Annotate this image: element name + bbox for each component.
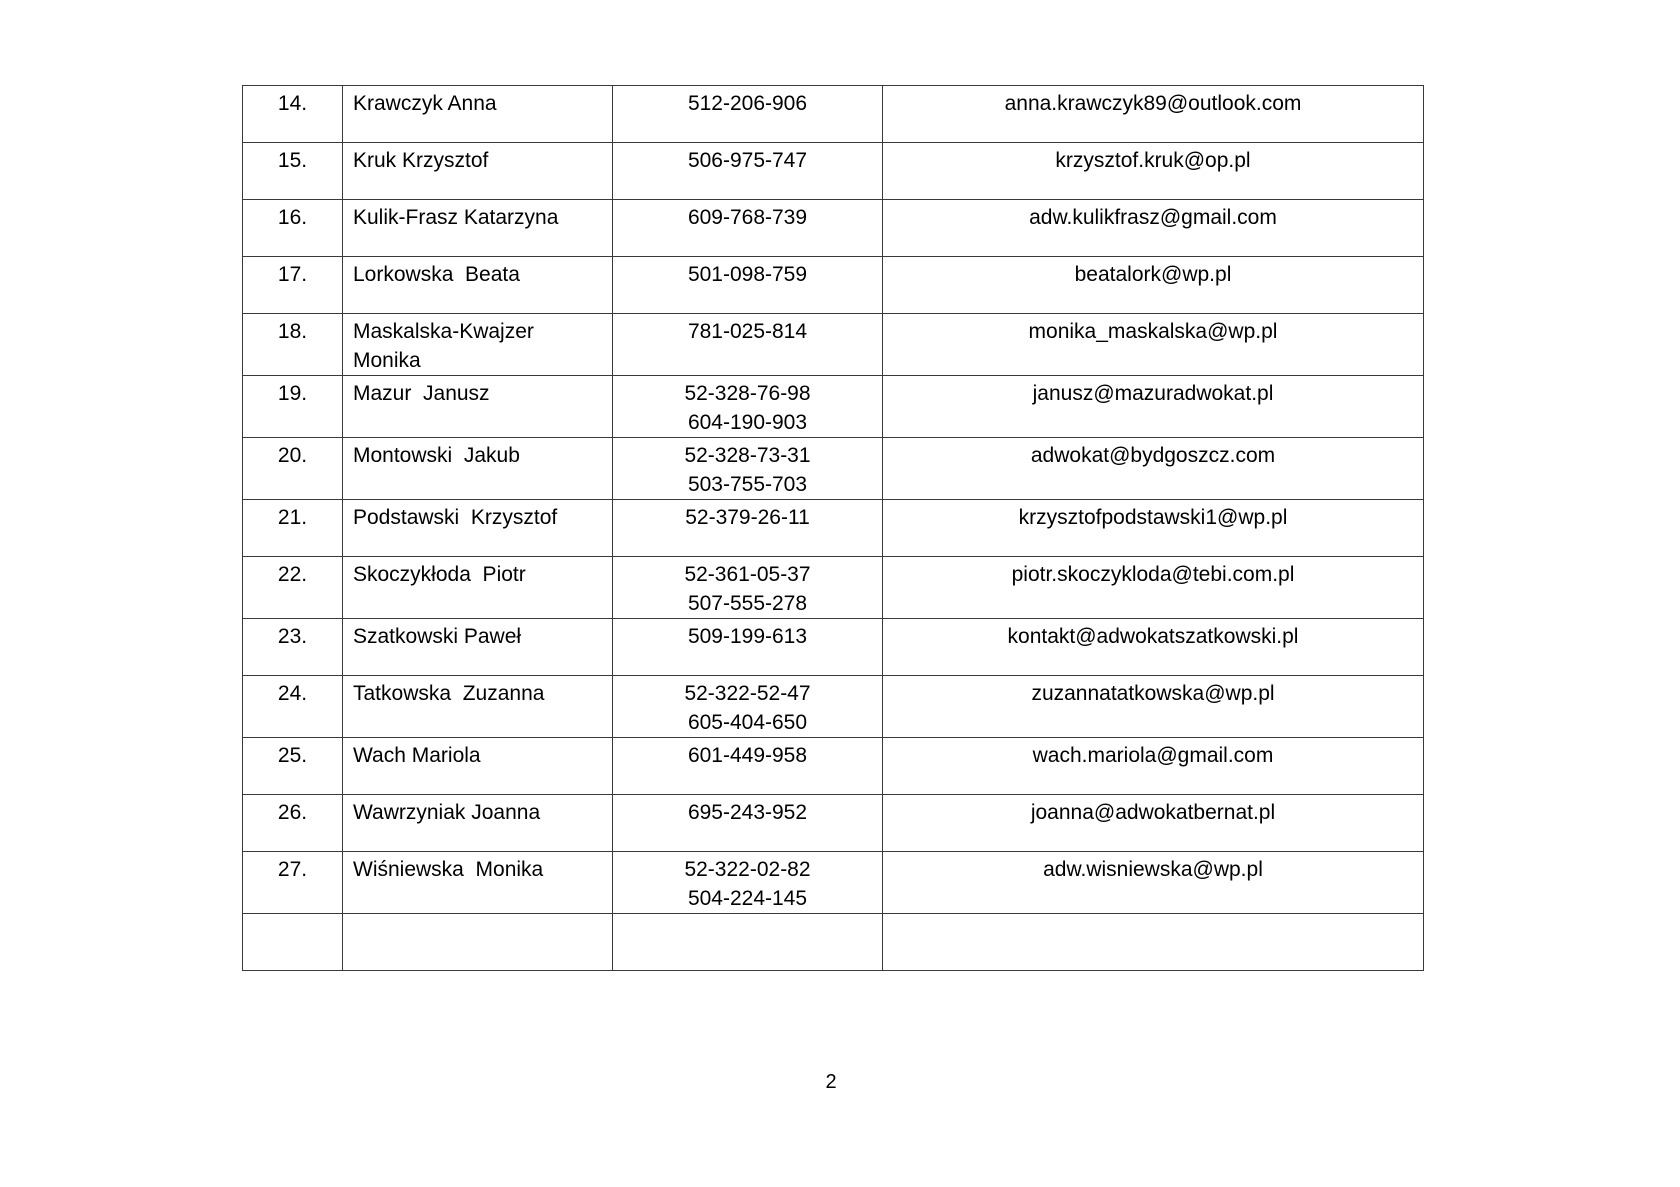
lawyer-name: Wawrzyniak Joanna [353,801,541,824]
lawyer-name: Podstawski Krzysztof [353,506,558,529]
phone-cell [613,914,883,971]
row-number-cell: 25. [243,738,343,795]
lawyer-name: Maskalska-Kwajzer Monika [353,320,540,372]
email-cell [883,914,1424,971]
phone-number: 512-206-906 [687,92,808,115]
row-number-cell: 24. [243,676,343,738]
contacts-table-body [243,86,1424,971]
lawyer-name: Szatkowski Paweł [353,625,522,648]
phone-cell [613,257,883,314]
table-row [243,257,1424,314]
row-number-cell: 17. [243,257,343,314]
phone-cell [613,852,883,914]
table-row [243,86,1424,143]
name-cell [343,500,613,557]
name-cell [343,557,613,619]
table-row [243,376,1424,438]
name-cell [343,438,613,500]
name-cell [343,795,613,852]
phone-number: 501-098-759 [687,263,808,286]
phone-cell [613,676,883,738]
phone-number: 781-025-814 [687,320,808,343]
name-cell [343,852,613,914]
phone-cell [613,557,883,619]
name-cell [343,676,613,738]
phone-number: 52-322-02-82 [684,858,811,881]
table-row [243,500,1424,557]
phone-cell [613,376,883,438]
table-row [243,314,1424,376]
email-cell: adw.kulikfrasz@gmail.com [883,200,1424,257]
phone-cell [613,200,883,257]
email-cell: monika_maskalska@wp.pl [883,314,1424,376]
phone-number: 52-322-52-47 [684,682,811,705]
name-cell [343,314,613,376]
email-cell: piotr.skoczykloda@tebi.com.pl [883,557,1424,619]
phone-number: 52-379-26-11 [685,506,810,529]
email-cell: janusz@mazuradwokat.pl [883,376,1424,438]
name-cell [343,619,613,676]
row-number-cell: 26. [243,795,343,852]
email-cell: joanna@adwokatbernat.pl [883,795,1424,852]
table-row [243,619,1424,676]
email-cell: anna.krawczyk89@outlook.com [883,86,1424,143]
table-row [243,557,1424,619]
phone-cell [613,738,883,795]
phone-number: 504-224-145 [687,887,808,910]
phone-cell [613,314,883,376]
phone-number: 509-199-613 [687,625,808,648]
table-row [243,676,1424,738]
table-row [243,914,1424,971]
phone-number: 609-768-739 [687,206,808,229]
row-number-cell [243,914,343,971]
phone-number: 695-243-952 [687,801,808,824]
email-cell: wach.mariola@gmail.com [883,738,1424,795]
lawyer-name: Wiśniewska Monika [353,858,544,881]
phone-number: 601-449-958 [687,744,808,767]
contacts-table [242,85,1424,971]
table-row [243,738,1424,795]
lawyer-name: Kulik-Frasz Katarzyna [353,206,559,229]
row-number-cell: 14. [243,86,343,143]
row-number-cell: 19. [243,376,343,438]
lawyer-name: Wach Mariola [353,744,481,767]
email-cell: zuzannatatkowska@wp.pl [883,676,1424,738]
lawyer-name: Mazur Janusz [353,382,490,405]
name-cell [343,376,613,438]
phone-cell [613,500,883,557]
lawyer-name: Skoczykłoda Piotr [353,563,526,586]
phone-number: 52-328-76-98 [684,382,811,405]
row-number-cell: 27. [243,852,343,914]
lawyer-name: Krawczyk Anna [353,92,497,115]
name-cell [343,914,613,971]
email-cell: adwokat@bydgoszcz.com [883,438,1424,500]
phone-number: 503-755-703 [687,473,808,496]
phone-number: 604-190-903 [687,411,808,434]
name-cell [343,200,613,257]
phone-number: 605-404-650 [687,711,808,734]
lawyer-name: Kruk Krzysztof [353,149,489,172]
email-cell: krzysztof.kruk@op.pl [883,143,1424,200]
email-cell: krzysztofpodstawski1@wp.pl [883,500,1424,557]
row-number-cell: 15. [243,143,343,200]
lawyer-name: Montowski Jakub [353,444,520,467]
phone-cell [613,143,883,200]
email-cell: kontakt@adwokatszatkowski.pl [883,619,1424,676]
phone-number: 506-975-747 [687,149,808,172]
row-number-cell: 21. [243,500,343,557]
phone-cell [613,619,883,676]
name-cell [343,257,613,314]
phone-number: 507-555-278 [687,592,808,615]
page-number: 2 [825,1071,837,1093]
name-cell [343,738,613,795]
row-number-cell: 18. [243,314,343,376]
email-cell: beatalork@wp.pl [883,257,1424,314]
row-number-cell: 16. [243,200,343,257]
lawyer-name: Lorkowska Beata [353,263,520,286]
table-row [243,795,1424,852]
table-row [243,852,1424,914]
row-number-cell: 22. [243,557,343,619]
row-number-cell: 20. [243,438,343,500]
phone-number: 52-328-73-31 [684,444,811,467]
phone-number: 52-361-05-37 [684,563,811,586]
phone-cell [613,795,883,852]
email-cell: adw.wisniewska@wp.pl [883,852,1424,914]
table-row [243,438,1424,500]
lawyer-name: Tatkowska Zuzanna [353,682,545,705]
table-row [243,200,1424,257]
table-row [243,143,1424,200]
row-number-cell: 23. [243,619,343,676]
name-cell [343,86,613,143]
phone-cell [613,86,883,143]
name-cell [343,143,613,200]
phone-cell [613,438,883,500]
